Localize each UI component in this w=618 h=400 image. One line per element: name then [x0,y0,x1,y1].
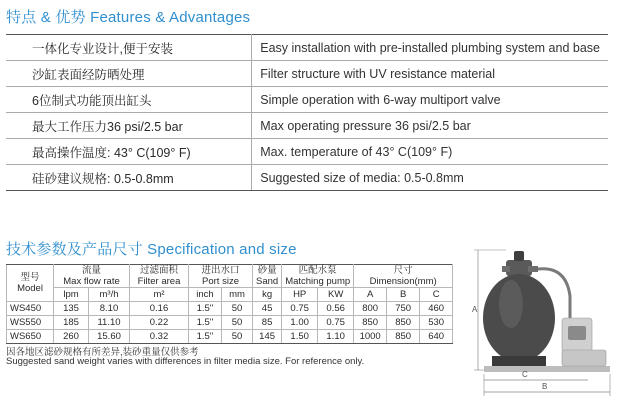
unit-cell: KW [318,288,354,302]
cell: 0.22 [130,316,189,330]
cell: 0.32 [130,330,189,344]
feature-row [6,35,608,61]
unit-cell: HP [282,288,318,302]
feature-en: Filter structure with UV resistance material [252,61,608,87]
cell: 11.10 [89,316,130,330]
col-area: 过滤面积 Filter area [130,265,189,288]
feature-en: Suggested size of media: 0.5-0.8mm [252,165,608,191]
cell: 145 [253,330,282,344]
col-dimension: 尺寸 Dimension(mm) [354,265,453,288]
cell: 850 [387,330,420,344]
feature-row [6,113,608,139]
feature-en: Easy installation with pre-installed plumbing system and base [252,35,608,61]
col-sand: 砂量 Sand [253,265,282,288]
unit-cell: mm [222,288,253,302]
cell: 50 [222,330,253,344]
spec-title: 技术参数及产品尺寸 Specification and size [6,241,297,258]
col-model: 型号 Model [7,265,54,302]
unit-cell: m² [130,288,189,302]
cell: 530 [420,316,453,330]
cell: 800 [354,302,387,316]
cell: 850 [387,316,420,330]
cell: 1.5'' [189,330,222,344]
feature-en: Simple operation with 6-way multiport valve [252,87,608,113]
cell: 85 [253,316,282,330]
unit-cell: B [387,288,420,302]
cell: 8.10 [89,302,130,316]
cell-model: WS550 [7,316,54,330]
cell: 1.5'' [189,316,222,330]
cell: 640 [420,330,453,344]
label-b: B [542,382,548,391]
cell-model: WS650 [7,330,54,344]
feature-en: Max operating pressure 36 psi/2.5 bar [252,113,608,139]
spec-header-row [7,265,453,288]
cell: 1.10 [318,330,354,344]
spec-unit-row [7,288,453,302]
unit-cell: lpm [54,288,89,302]
label-a: A [472,305,478,314]
cell: 135 [54,302,89,316]
cell: 1.5'' [189,302,222,316]
label-c: C [522,370,528,379]
features-table [6,34,608,191]
unit-cell: inch [189,288,222,302]
cell: 1.50 [282,330,318,344]
cell-model: WS450 [7,302,54,316]
feature-zh: 一体化专业设计,便于安装 [6,35,252,61]
col-flow: 流量 Max flow rate [54,265,130,288]
spec-row [7,316,453,330]
cell: 185 [54,316,89,330]
cell: 0.75 [282,302,318,316]
col-pump: 匹配水泵 Matching pump [282,265,354,288]
cell: 850 [354,316,387,330]
cell: 1.00 [282,316,318,330]
cell: 0.16 [130,302,189,316]
sand-note-en: Suggested sand weight varies with differences in filter media size. For reference only. [6,356,365,367]
cell: 50 [222,316,253,330]
feature-zh: 硅砂建议规格: 0.5-0.8mm [6,165,252,191]
cell: 260 [54,330,89,344]
spec-row [7,302,453,316]
feature-row [6,61,608,87]
sand-note-zh: 因各地区滤砂规格有所差异,装砂重量仅供参考 [6,347,199,358]
cell: 45 [253,302,282,316]
feature-en: Max. temperature of 43° C(109° F) [252,139,608,165]
cell: 50 [222,302,253,316]
cell: 15.60 [89,330,130,344]
col-port: 进出水口 Port size [189,265,253,288]
feature-zh: 最高操作温度: 43° C(109° F) [6,139,252,165]
cell: 0.75 [318,316,354,330]
unit-cell: C [420,288,453,302]
feature-zh: 最大工作压力36 psi/2.5 bar [6,113,252,139]
unit-cell: A [354,288,387,302]
feature-zh: 沙缸表面经防晒处理 [6,61,252,87]
unit-cell: m³/h [89,288,130,302]
unit-cell: kg [253,288,282,302]
base-plate [484,366,610,372]
feature-row [6,165,608,191]
features-title: 特点 & 优势 Features & Advantages [6,9,251,26]
feature-row [6,87,608,113]
filter-pump-diagram [466,246,616,398]
feature-row [6,139,608,165]
cell: 0.56 [318,302,354,316]
cell: 1000 [354,330,387,344]
cell: 460 [420,302,453,316]
spec-row [7,330,453,344]
feature-zh: 6位制式功能顶出缸头 [6,87,252,113]
spec-table [6,264,453,344]
cell: 750 [387,302,420,316]
